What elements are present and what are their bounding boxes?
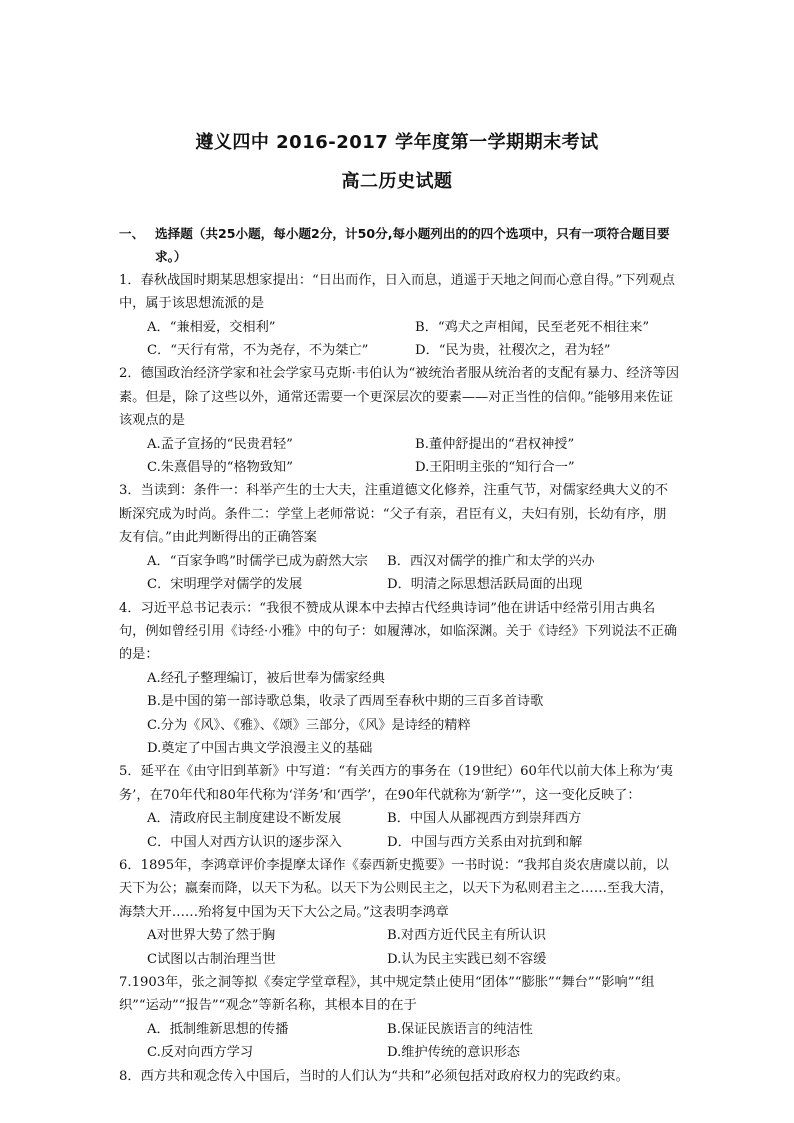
option-b: B．“鸡犬之声相闻，民至老死不相往来”: [415, 319, 650, 335]
question-stem: 3．当读到：条件一：科举产生的士大夫，注重道德文化修养，注重气节，对儒家经典大义的不断深究成为时尚。条件二：学堂上老师常说：“父子有亲，君臣有义，夫妇有别，长幼有序，朋友有信。”由此判断得出的正确答案: [119, 483, 669, 546]
question-8: [119, 1065, 679, 1088]
question-4: [119, 597, 679, 761]
options: [119, 667, 679, 761]
question-stem: 7.1903年，张之洞等拟《奏定学堂章程》，其中规定禁止使用“团体”“膨胀”“舞台”“影响”“组织”“运动”“报告”“观念”等新名称，其根本目的在于: [119, 975, 655, 1014]
option-a: A．清政府民主制度建设不断发展: [147, 811, 342, 827]
question-stem: 2．德国政治经济学家和社会学家马克斯·韦伯认为“被统治者服从统治者的支配有暴力、经济等因素。但是，除了这些以外，通常还需要一个更深层次的要素——对正当性的信仰。”能够用来佐证该观点的是: [119, 366, 680, 429]
question-stem: 8．西方共和观念传入中国后，当时的人们认为“共和”必须包括对政府权力的宪政约束。: [119, 1068, 629, 1084]
options: [119, 807, 679, 854]
exam-content: [119, 222, 679, 1088]
question-stem: 5．延平在《由守旧到革新》中写道：“有关西方的事务在（19世纪）60年代以前大体上称为‘夷务’，在70年代和80年代称为‘洋务’和‘西学’，在90年代就称为‘新学’”，这一变化反映了：: [119, 764, 674, 803]
option-b: B．中国人从鄙视西方到崇拜西方: [387, 811, 582, 827]
question-1: [119, 269, 679, 363]
option-a: A对世界大势了然于胸: [147, 928, 276, 944]
options: [119, 433, 679, 480]
option-c: C试图以古制治理当世: [147, 951, 276, 967]
exam-title: 遵义四中 2016-2017 学年度第一学期期末考试: [195, 132, 599, 153]
option-d: D．明清之际思想活跃局面的出现: [387, 577, 583, 593]
question-3: [119, 479, 679, 596]
options: [119, 550, 679, 597]
question-5: [119, 760, 679, 854]
option-d: D.王阳明主张的“知行合一”: [415, 460, 575, 476]
section-number: 一、: [119, 226, 145, 241]
option-b: B.对西方近代民主有所认识: [387, 928, 546, 944]
option-b: B．西汉对儒学的推广和太学的兴办: [387, 553, 595, 569]
question-stem: 1．春秋战国时期某思想家提出：“日出而作，日入而息，逍遥于天地之间而心意自得。”下列观点中，属于该思想流派的是: [119, 272, 675, 312]
question-7: [119, 971, 679, 1065]
options: [119, 924, 679, 971]
option-b: B.是中国的第一部诗歌总集，收录了西周至春秋中期的三百多首诗歌: [147, 694, 544, 710]
option-b: B.董仲舒提出的“君权神授”: [415, 436, 575, 452]
option-d: D.维护传统的意识形态: [387, 1045, 520, 1061]
option-a: A．“百家争鸣”时儒学已成为蔚然大宗: [147, 553, 368, 569]
option-d: D．“民为贵，社稷次之，君为轻”: [415, 343, 611, 359]
section-heading: [119, 222, 679, 269]
question-stem: 4．习近平总书记表示：“我很不赞成从课本中去掉古代经典诗词”他在讲话中经常引用古典名句，例如曾经引用《诗经·小雅》中的句子：如履薄冰，如临深渊。关于《诗经》下列说法不正确的是：: [119, 600, 678, 663]
option-c: C．中国人对西方认识的逐步深入: [147, 834, 342, 850]
question-2: [119, 362, 679, 479]
option-b: B.保证民族语言的纯洁性: [387, 1021, 533, 1037]
option-c: C.朱熹倡导的“格物致知”: [147, 460, 293, 476]
question-stem: 6．1895年，李鸿章评价李提摩太译作《泰西新史揽要》一书时说：“我邦自炎农唐虞以前，以天下为公；嬴秦而降，以天下为私。以天下为公则民主之，以天下为私则君主之……至我大清，海禁大开……殆将复中国为天下大公之局。”这表明李鸿章: [119, 857, 673, 920]
option-c: C．“天行有常，不为尧存，不为桀亡”: [147, 343, 369, 359]
option-a: A．“兼相爱，交相利”: [147, 319, 276, 335]
options: [119, 316, 679, 363]
exam-subtitle: 高二历史试题: [341, 171, 453, 192]
option-a: A.孟子宣扬的“民贵君轻”: [147, 436, 293, 452]
option-d: D．中国与西方关系由对抗到和解: [387, 834, 583, 850]
question-6: [119, 854, 679, 971]
options: [119, 1018, 679, 1065]
option-c: C．宋明理学对儒学的发展: [147, 577, 303, 593]
option-d: D.奠定了中国古典文学浪漫主义的基础: [147, 740, 373, 756]
option-a: A.经孔子整理编订，被后世奉为儒家经典: [147, 670, 385, 686]
option-c: C.分为《风》、《雅》、《颂》三部分，《风》是诗经的精粹: [147, 717, 471, 733]
option-d: D.认为民主实践已刻不容缓: [387, 951, 547, 967]
option-a: A．抵制维新思想的传播: [147, 1021, 289, 1037]
option-c: C.反对向西方学习: [147, 1045, 254, 1061]
section-instruction: 选择题（共25小题，每小题2分，计50分,每小题列出的的四个选项中，只有一项符合题目要求。）: [155, 226, 670, 265]
